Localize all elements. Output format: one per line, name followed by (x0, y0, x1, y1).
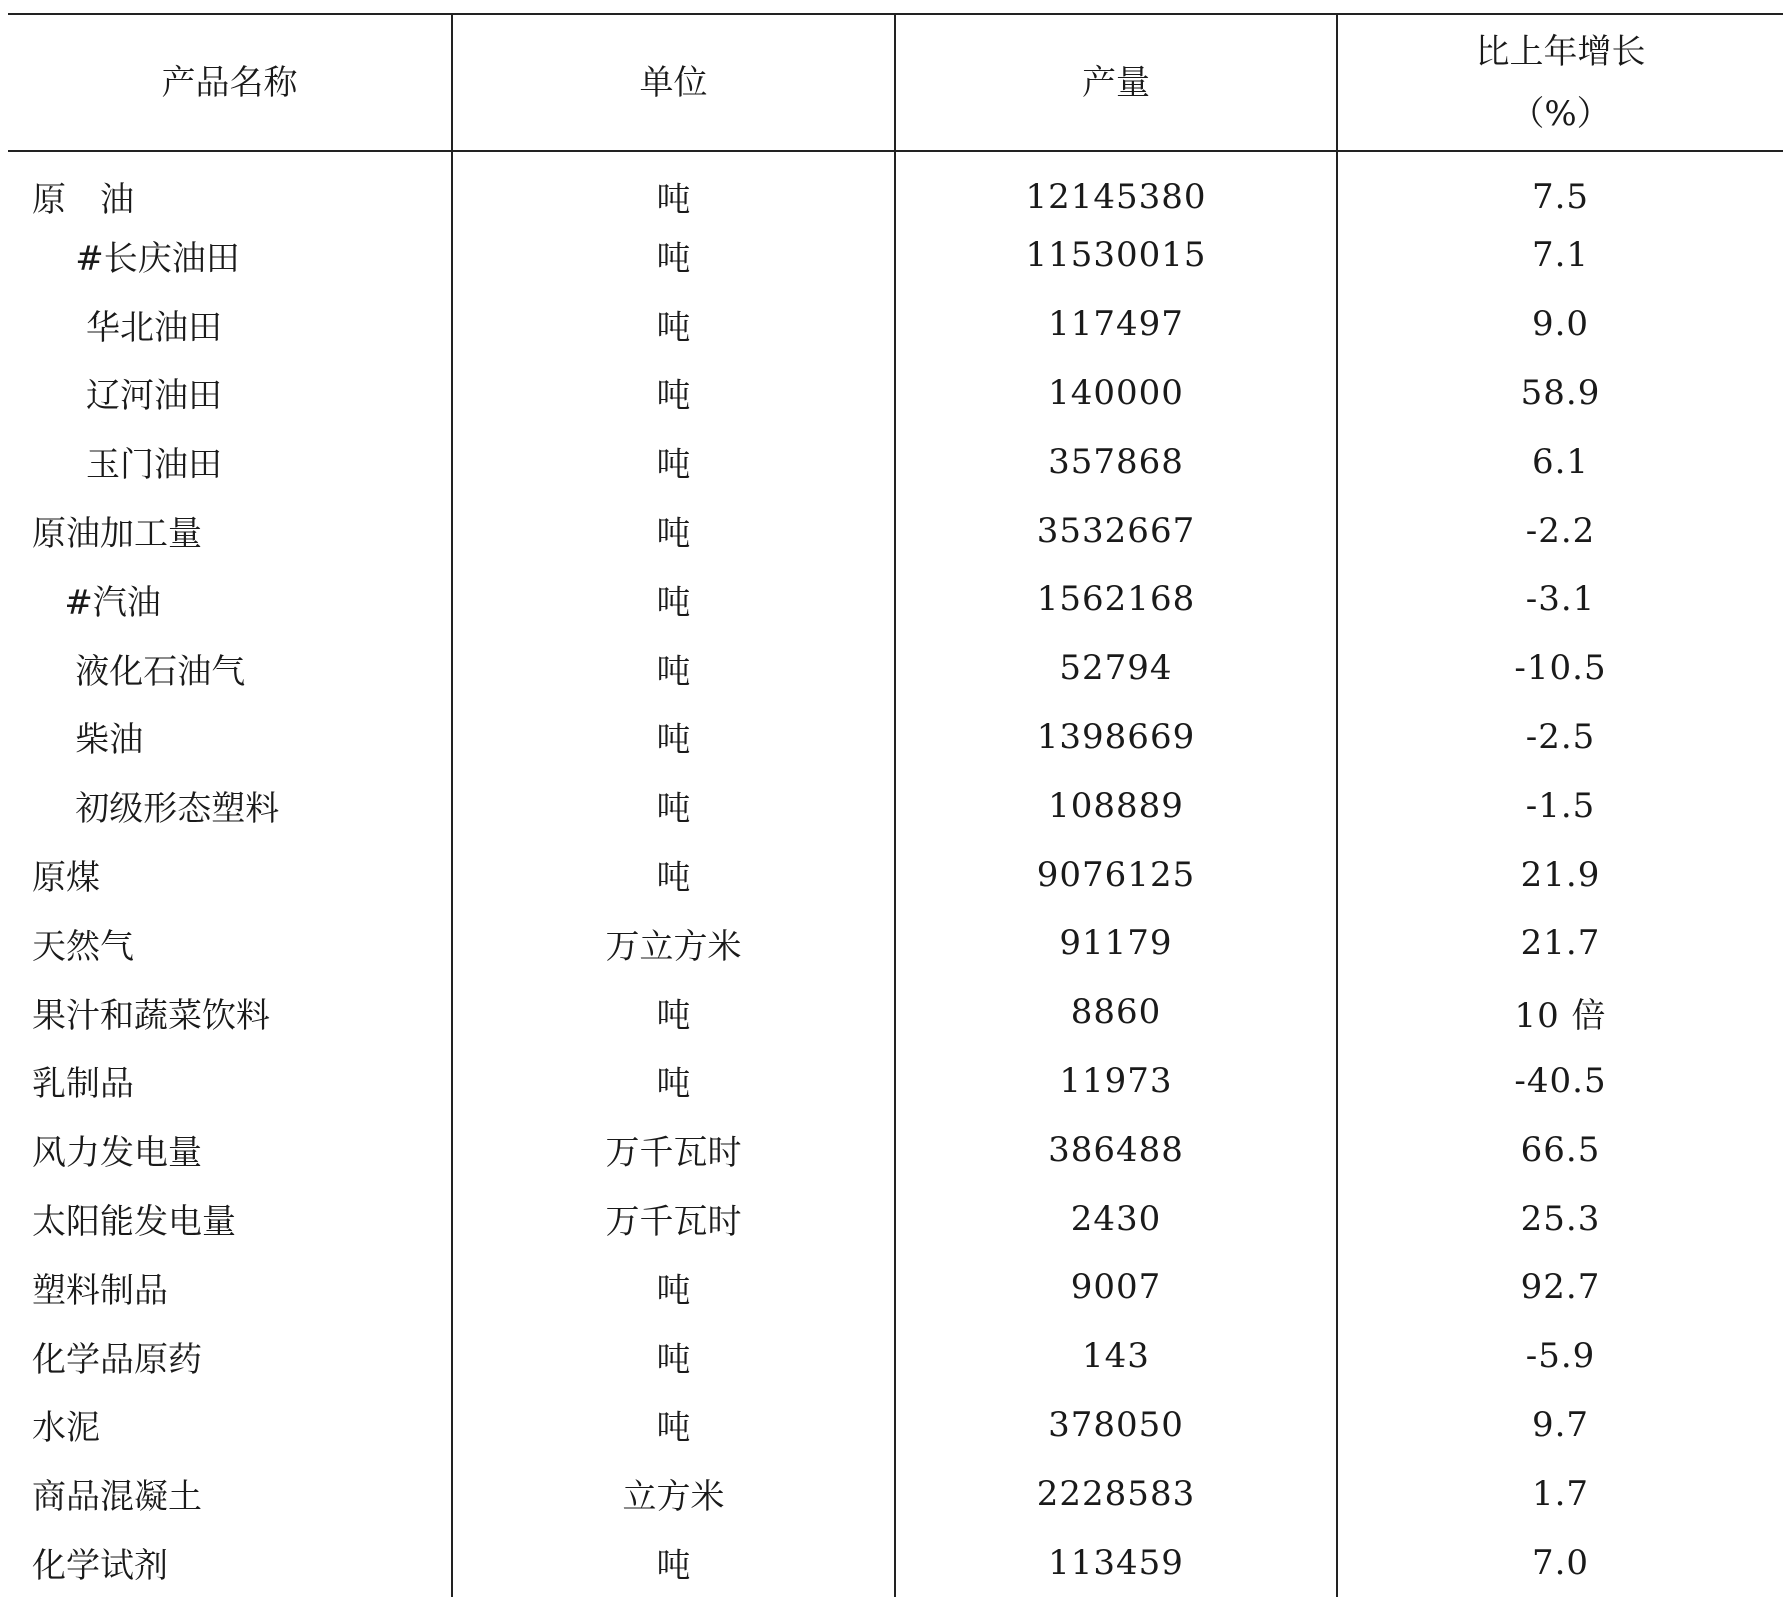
cell-growth: 1.7 (1337, 1459, 1783, 1528)
cell-product-name: 辽河油田 (32, 376, 223, 417)
cell-output: 91179 (895, 909, 1337, 978)
cell-growth: -3.1 (1337, 565, 1783, 634)
cell-unit: 吨 (452, 359, 895, 428)
cell-product-name: 水泥 (32, 1408, 100, 1449)
cell-output: 12145380 (895, 151, 1337, 221)
cell-growth: 6.1 (1337, 427, 1783, 496)
cell-growth: 66.5 (1337, 1115, 1783, 1184)
cell-output: 108889 (895, 771, 1337, 840)
table-row (8, 909, 1783, 978)
cell-growth: 21.7 (1337, 909, 1783, 978)
cell-unit: 万立方米 (452, 909, 895, 978)
cell-product-name: 原煤 (32, 858, 100, 899)
cell-growth: -10.5 (1337, 634, 1783, 703)
cell-output: 1562168 (895, 565, 1337, 634)
cell-output: 1398669 (895, 703, 1337, 772)
cell-growth: 9.0 (1337, 290, 1783, 359)
cell-output: 113459 (895, 1528, 1337, 1597)
cell-output: 2430 (895, 1184, 1337, 1253)
table-row (8, 221, 1783, 290)
table-row (8, 1459, 1783, 1528)
cell-unit: 万千瓦时 (452, 1115, 895, 1184)
cell-growth: -2.5 (1337, 703, 1783, 772)
cell-unit: 立方米 (452, 1459, 895, 1528)
cell-unit: 吨 (452, 1322, 895, 1391)
cell-unit: 吨 (452, 840, 895, 909)
table-row (8, 565, 1783, 634)
cell-unit: 吨 (452, 771, 895, 840)
cell-output: 11973 (895, 1047, 1337, 1116)
table-row (8, 1322, 1783, 1391)
cell-output: 140000 (895, 359, 1337, 428)
cell-output: 357868 (895, 427, 1337, 496)
cell-product-name: 天然气 (32, 926, 134, 967)
cell-growth: 58.9 (1337, 359, 1783, 428)
cell-unit: 吨 (452, 634, 895, 703)
cell-product-name: 化学试剂 (32, 1546, 168, 1587)
table-row (8, 359, 1783, 428)
cell-growth: 25.3 (1337, 1184, 1783, 1253)
header-row (8, 14, 1783, 151)
header-growth-unit: （%） (1510, 93, 1611, 134)
cell-unit: 吨 (452, 703, 895, 772)
cell-product-name: 初级形态塑料 (32, 789, 280, 830)
cell-unit: 万千瓦时 (452, 1184, 895, 1253)
cell-growth: -2.2 (1337, 496, 1783, 565)
cell-unit: 吨 (452, 1391, 895, 1460)
cell-output: 3532667 (895, 496, 1337, 565)
cell-output: 117497 (895, 290, 1337, 359)
cell-unit: 吨 (452, 151, 895, 221)
table-row (8, 496, 1783, 565)
table-row (8, 427, 1783, 496)
cell-unit: 吨 (452, 1528, 895, 1597)
table-row (8, 1528, 1783, 1597)
cell-output: 378050 (895, 1391, 1337, 1460)
cell-growth: 10 倍 (1337, 978, 1783, 1047)
cell-product-name: 塑料制品 (32, 1270, 168, 1311)
cell-growth: 21.9 (1337, 840, 1783, 909)
cell-output: 9076125 (895, 840, 1337, 909)
cell-product-name: 乳制品 (32, 1064, 134, 1105)
cell-product-name: 液化石油气 (32, 651, 246, 692)
cell-product-name: 柴油 (32, 720, 144, 761)
cell-unit: 吨 (452, 221, 895, 290)
cell-product-name: 原 油 (32, 180, 134, 220)
table-row (8, 703, 1783, 772)
product-output-table (8, 13, 1783, 1597)
table-row (8, 634, 1783, 703)
cell-output: 143 (895, 1322, 1337, 1391)
table-row (8, 290, 1783, 359)
cell-output: 9007 (895, 1253, 1337, 1322)
cell-output: 8860 (895, 978, 1337, 1047)
header-output: 产量 (895, 14, 1337, 151)
header-growth (1337, 14, 1783, 151)
cell-growth: -5.9 (1337, 1322, 1783, 1391)
cell-product-name: 华北油田 (32, 307, 223, 348)
cell-product-name: 原油加工量 (32, 514, 202, 555)
table-header (8, 14, 1783, 151)
table-row (8, 1047, 1783, 1116)
cell-product-name: 玉门油田 (32, 445, 223, 486)
cell-unit: 吨 (452, 978, 895, 1047)
cell-unit: 吨 (452, 1253, 895, 1322)
cell-product-name: #长庆油田 (32, 238, 240, 279)
cell-output: 52794 (895, 634, 1337, 703)
cell-unit: 吨 (452, 290, 895, 359)
cell-growth: -1.5 (1337, 771, 1783, 840)
cell-product-name: #汽油 (32, 582, 161, 623)
cell-product-name: 化学品原药 (32, 1339, 202, 1380)
cell-unit: 吨 (452, 565, 895, 634)
table-row (8, 1391, 1783, 1460)
cell-output: 2228583 (895, 1459, 1337, 1528)
cell-growth: 7.0 (1337, 1528, 1783, 1597)
cell-growth: 92.7 (1337, 1253, 1783, 1322)
header-growth-label: 比上年增长 (1475, 31, 1646, 72)
header-unit: 单位 (452, 14, 895, 151)
cell-growth: 9.7 (1337, 1391, 1783, 1460)
table-row (8, 978, 1783, 1047)
table-row (8, 840, 1783, 909)
header-product-name: 产品名称 (8, 14, 452, 151)
cell-unit: 吨 (452, 1047, 895, 1116)
table-row (8, 1253, 1783, 1322)
table-row (8, 1115, 1783, 1184)
table-row (8, 771, 1783, 840)
cell-output: 11530015 (895, 221, 1337, 290)
product-output-table-container (8, 13, 1783, 1605)
cell-unit: 吨 (452, 496, 895, 565)
table-row (8, 151, 1783, 221)
cell-product-name: 商品混凝土 (32, 1477, 202, 1518)
cell-product-name: 太阳能发电量 (32, 1202, 236, 1243)
table-row (8, 1184, 1783, 1253)
cell-growth: -40.5 (1337, 1047, 1783, 1116)
cell-unit: 吨 (452, 427, 895, 496)
table-body (8, 151, 1783, 1597)
cell-output: 386488 (895, 1115, 1337, 1184)
cell-growth: 7.1 (1337, 221, 1783, 290)
cell-growth: 7.5 (1337, 151, 1783, 221)
cell-product-name: 果汁和蔬菜饮料 (32, 995, 270, 1036)
cell-product-name: 风力发电量 (32, 1133, 202, 1174)
